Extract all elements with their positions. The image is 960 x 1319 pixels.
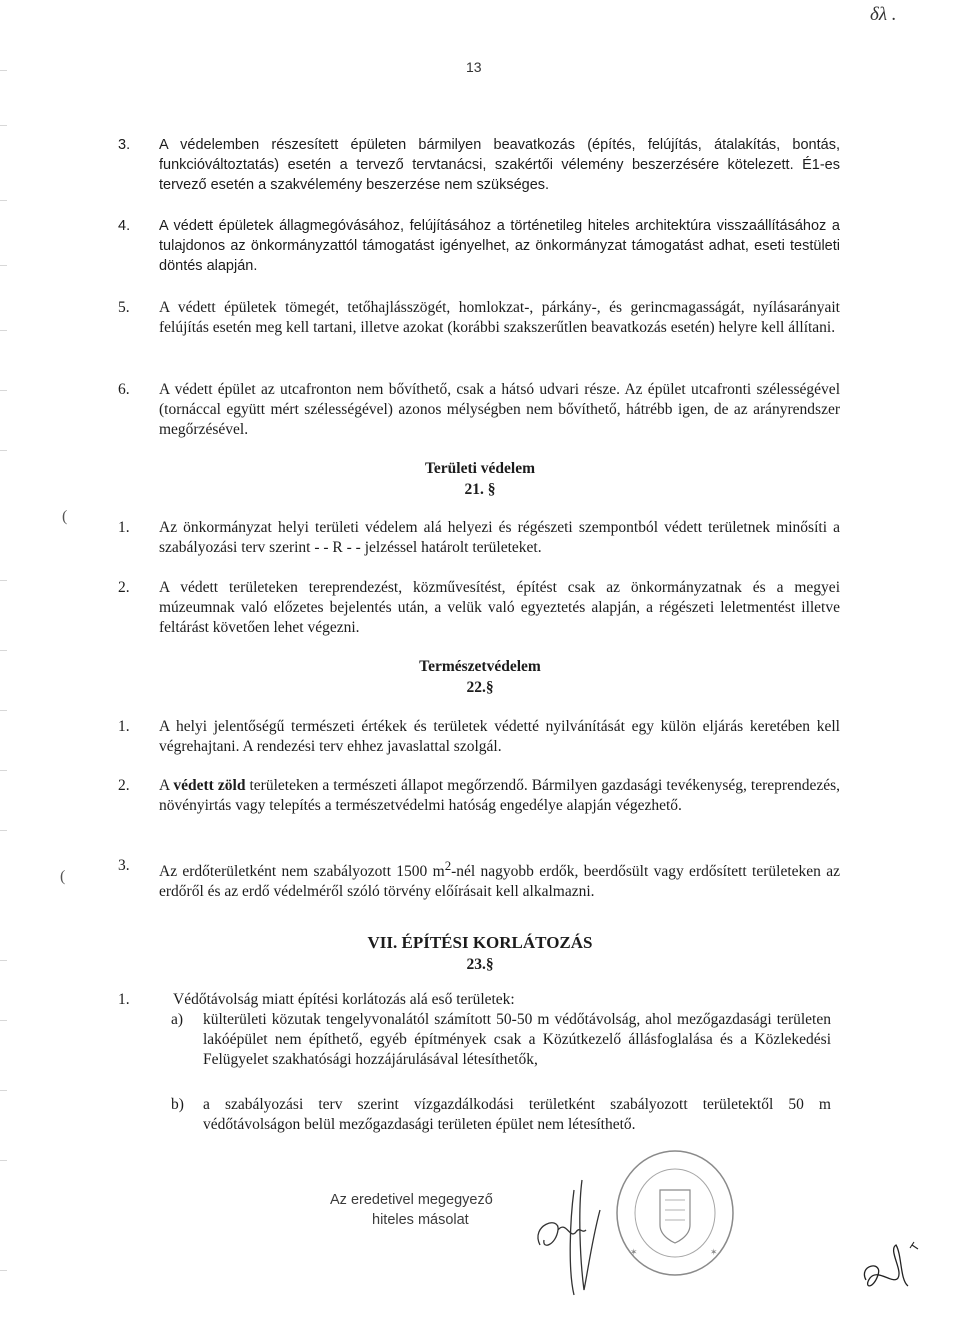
list-item — [118, 135, 840, 195]
item-number: 5. — [118, 299, 130, 316]
section-paragraph-number: 23.§ — [466, 956, 494, 973]
certification-stamp — [330, 1190, 493, 1230]
sub-item-text: a szabályozási terv szerint vízgazdálkodási területként szabályozott területektől 50 m védőtávolságon belül mezőgazdasági területen épület nem létesíthető. — [203, 1096, 831, 1133]
item-text — [159, 776, 840, 816]
item-number: 2. — [118, 777, 130, 794]
margin-mark — [0, 200, 7, 201]
margin-mark — [0, 770, 7, 771]
margin-mark — [0, 830, 7, 831]
item-text: A védett épület az utcafronton nem bővíthető, csak a hátsó udvari része. Az épület utcafronti szélességével (tornáccal együtt mért szélességével) azonos mélységben nem bővíthető, hátrébb igen, de az arányrendszer megőrzésével. — [159, 381, 840, 438]
sub-item — [171, 1095, 831, 1135]
item-number: 6. — [118, 381, 130, 398]
item-text-post: -nél nagyobb erdők, beerdősült vagy erdősített területeken az erdőről és az erdő védelméről szóló törvény előírásait kell alkalmazni. — [159, 863, 840, 901]
list-item — [118, 578, 840, 638]
margin-mark — [0, 1160, 7, 1161]
certification-line: hiteles másolat — [372, 1212, 469, 1228]
item-text-pre: A — [159, 777, 174, 794]
item-text: A helyi jelentőségű természeti értékek és területek védetté nyilvánítását egy külön eljárás keretében kell végrehajtani. A rendezési terv ehhez javaslattal szolgál. — [159, 718, 840, 755]
list-item — [118, 990, 840, 1010]
item-text-sup: 2 — [444, 858, 452, 873]
margin-mark — [0, 710, 7, 711]
item-text: Védőtávolság miatt építési korlátozás alá eső területek: — [173, 991, 515, 1008]
list-item — [118, 380, 840, 440]
margin-mark — [0, 70, 7, 71]
margin-mark — [0, 650, 7, 651]
list-item — [118, 717, 840, 757]
certification-line: Az eredetivel megegyező — [330, 1192, 493, 1208]
item-text-post: területeken a természeti állapot megőrzendő. Bármilyen gazdasági tevékenység, tereprendezés, növényirtás vagy telepítés a természetvédelmi hatóság engedélye alapján végezhető. — [159, 777, 840, 814]
margin-mark — [0, 580, 7, 581]
list-item — [118, 518, 840, 558]
section-paragraph-number: 21. § — [464, 481, 496, 498]
margin-paren: ( — [60, 868, 66, 885]
svg-text:✶: ✶ — [630, 1247, 638, 1257]
margin-mark — [0, 1090, 7, 1091]
item-text: A védett épületek állagmegóvásához, felújításához a történetileg hiteles architektúra visszaállításához a tulajdonos az önkormányzattól támogatást igényelhet, az önkormányzat támogatást adhat, eseti testületi döntés alapján. — [159, 218, 840, 274]
item-number: 1. — [118, 991, 130, 1008]
margin-mark — [0, 390, 7, 391]
margin-mark — [0, 330, 7, 331]
list-item — [118, 216, 840, 276]
handwritten-corner-mark: δλ . — [870, 4, 897, 25]
chapter-title: VII. ÉPÍTÉSI KORLÁTOZÁS — [367, 933, 593, 952]
sub-item-label: b) — [171, 1096, 184, 1113]
sub-item — [171, 1010, 831, 1070]
official-seal — [610, 1145, 740, 1280]
sub-item-text: külterületi közutak tengelyvonalától számított 50-50 m védőtávolság, ahol mezőgazdasági területen lakóépület nem építhető, egyéb építmények csak a Közútkezelő állásfoglalása és a Közlekedési Felügyelet szakhatósági hozzájárulásával létesíthetők, — [203, 1011, 831, 1068]
margin-mark — [0, 125, 7, 126]
item-text-pre: Az erdőterületként nem szabályozott 1500 m — [159, 863, 445, 881]
list-item — [118, 776, 840, 816]
section-title: Természetvédelem — [419, 658, 541, 675]
margin-mark — [0, 1020, 7, 1021]
margin-mark — [0, 265, 7, 266]
svg-text:✶: ✶ — [710, 1247, 718, 1257]
item-text-bold: védett zöld — [173, 777, 246, 794]
item-number: 1. — [118, 519, 130, 536]
item-text: Az önkormányzat helyi területi védelem alá helyezi és régészeti szempontból védett területnek minősíti a szabályozási terv szerint - - R - - jelzéssel határolt területeket. — [159, 519, 840, 556]
sub-item-label: a) — [171, 1011, 184, 1028]
section-paragraph-number: 22.§ — [466, 679, 494, 696]
margin-mark — [0, 450, 7, 451]
list-item — [118, 298, 840, 338]
item-number: 2. — [118, 579, 130, 596]
item-text: A védett területeken tereprendezést, közművesítést, építést csak az önkormányzatnak és a megyei múzeumnak való előzetes bejelentés után, a velük való egyeztetés alapján, a régészeti leletmentést illetve feltárást követően lehet végezni. — [159, 579, 840, 636]
item-text: A védett épületek tömegét, tetőhajlásszögét, homlokzat-, párkány-, és gerincmagasságát, nyílásarányait felújítás esetén meg kell tartani, illetve azokat (korábbi szakszerűtlen beavatkozás esetén) helyre kell állítani. — [159, 299, 840, 336]
margin-paren: ( — [62, 508, 68, 525]
margin-mark — [0, 1270, 7, 1271]
item-number: 4. — [118, 218, 131, 234]
item-text — [159, 856, 840, 902]
page-number: 13 — [466, 59, 482, 75]
signature — [530, 1150, 620, 1300]
list-item — [118, 856, 840, 902]
item-text: A védelemben részesített épületen bármilyen beavatkozás (építés, felújítás, átalakítás, bontás, funkcióváltoztatás) esetén a tervező tervtanácsi, szakértői vélemény beszerzésére kötelezett. É1-es tervező esetén a szakvélemény beszerzése nem szükséges. — [159, 137, 840, 193]
item-number: 3. — [118, 137, 131, 153]
handwritten-initials — [858, 1240, 928, 1300]
item-number: 1. — [118, 718, 130, 735]
section-title: Területi védelem — [424, 460, 536, 477]
item-number: 3. — [118, 857, 130, 874]
